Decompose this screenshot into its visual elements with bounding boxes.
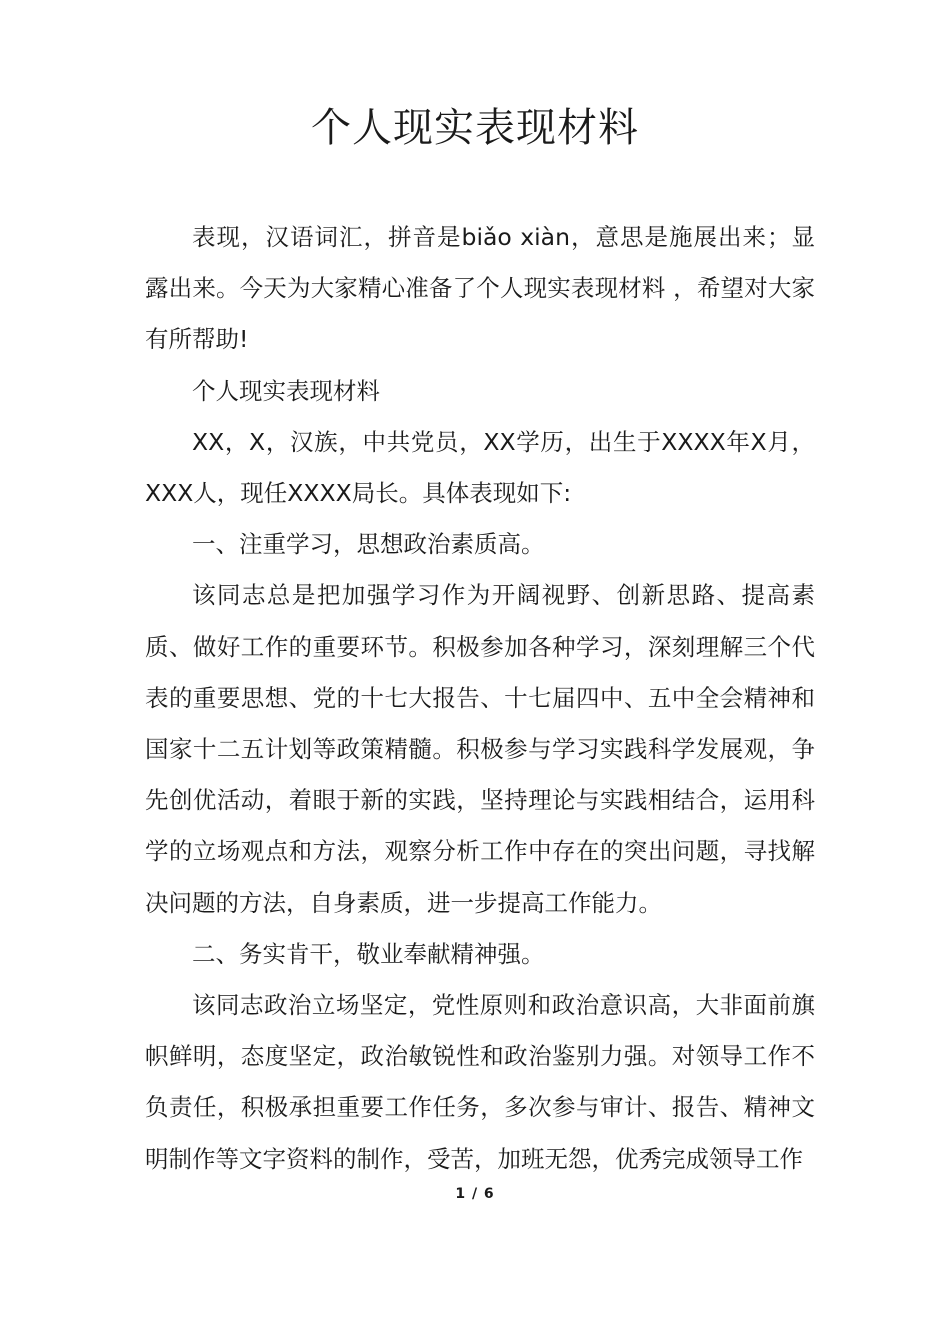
paragraph-subtitle: 个人现实表现材料 (192, 376, 380, 405)
paragraph-profile: XX，X，汉族，中共党员，XX学历，出生于XXXX年X月，XXX人，现任XXXX局长。具体表现如下: (145, 427, 815, 508)
paragraph-section-1: 该同志总是把加强学习作为开阔视野、创新思路、提高素质、做好工作的重要环节。积极参加各种学习，深刻理解三个代表的重要思想、党的十七大报告、十七届四中、五中全会精神和国家十二五计划等政策精髓。积极参与学习实践科学发展观，争先创优活动，着眼于新的实践，坚持理论与实践相结合，运用科学的立场观点和方法，观察分析工作中存在的突出问题，寻找解决问题的方法，自身素质，进一步提高工作能力。 (145, 581, 815, 917)
document-body (145, 212, 815, 1185)
page-indicator: 1 / 6 (455, 1186, 495, 1202)
section-heading-2: 二、务实肯干，敬业奉献精神强。 (192, 939, 545, 968)
paragraph-section-2: 该同志政治立场坚定，党性原则和政治意识高，大非面前旗帜鲜明，态度坚定，政治敏锐性和政治鉴别力强。对领导工作不负责任，积极承担重要工作任务，多次参与审计、报告、精神文明制作等文字资料的制作，受苦，加班无怨，优秀完成领导工作 (145, 991, 815, 1173)
paragraph-intro: 表现，汉语词汇，拼音是biǎo xiàn，意思是施展出来；显露出来。今天为大家精心准备了个人现实表现材料 ，希望对大家有所帮助! (145, 223, 815, 354)
document-title: 个人现实表现材料 (311, 105, 639, 151)
section-heading-1: 一、注重学习，思想政治素质高。 (192, 530, 545, 559)
